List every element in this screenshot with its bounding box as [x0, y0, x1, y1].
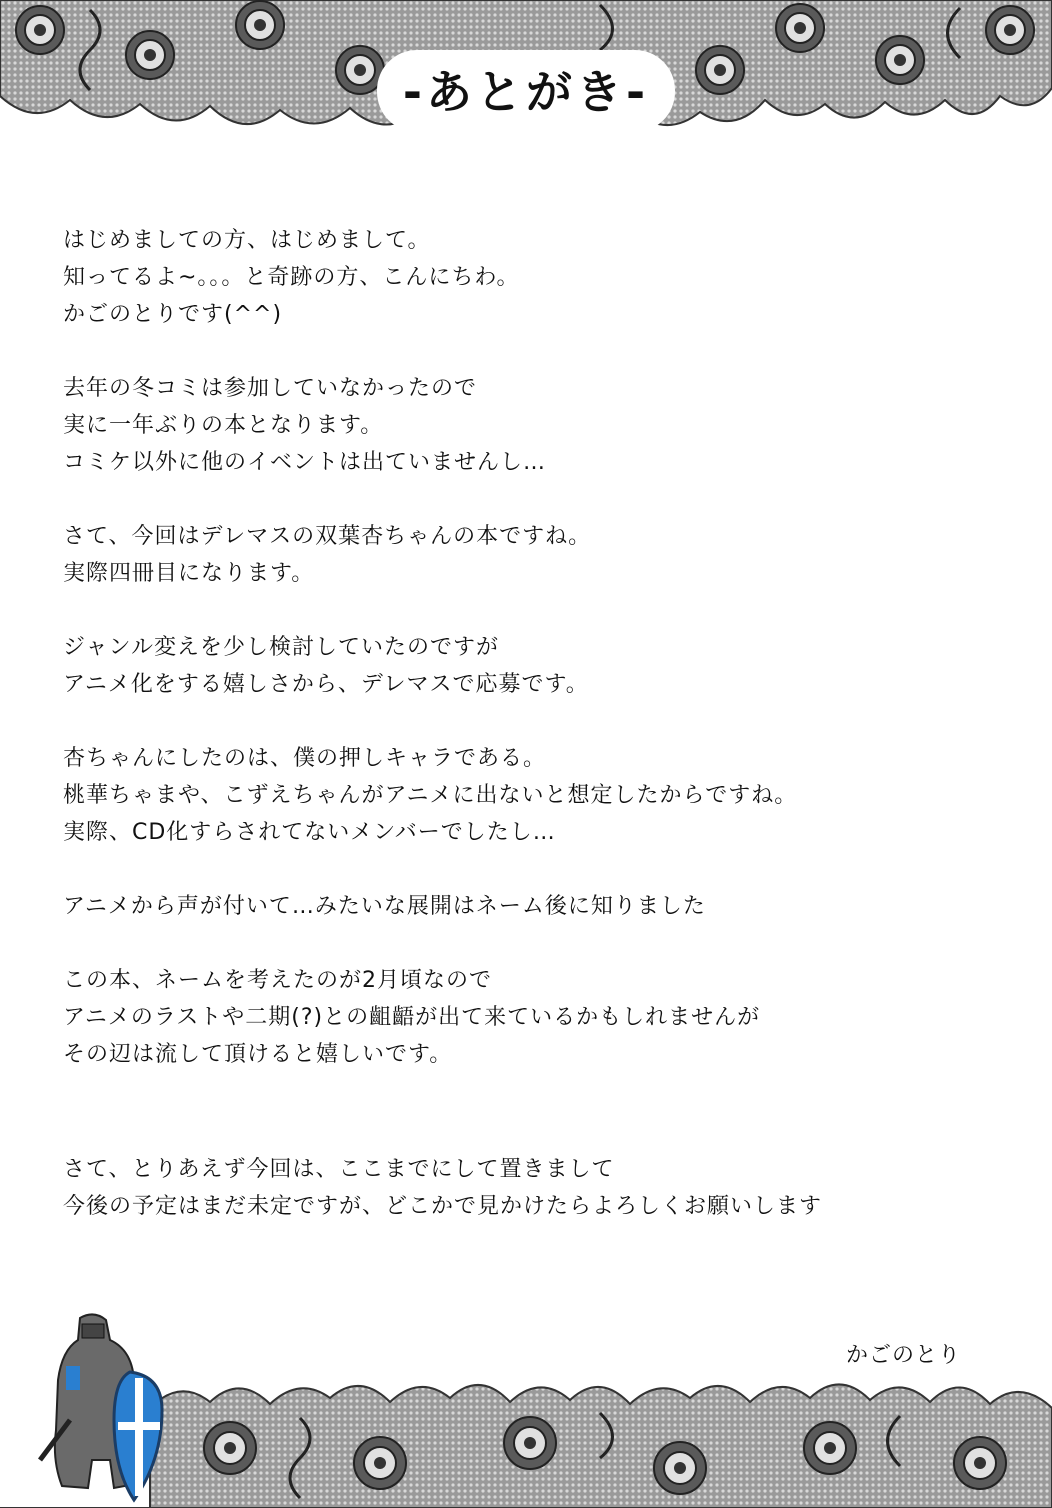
- text-line: ジャンル変えを少し検討していたのですが: [63, 635, 500, 660]
- text-line: はじめましての方、はじめまして。: [63, 228, 431, 253]
- paragraph-genre: [63, 629, 1003, 703]
- text-line: その辺は流して頂けると嬉しいです。: [63, 1042, 453, 1067]
- text-line: 杏ちゃんにしたのは、僕の押しキャラである。: [63, 746, 547, 771]
- text-line: さて、今回はデレマスの双葉杏ちゃんの本ですね。: [63, 524, 592, 549]
- text-line: アニメから声が付いて…みたいな展開はネーム後に知りました: [63, 894, 706, 919]
- page-title: [0, 50, 1052, 132]
- afterword-body: [63, 222, 1003, 1225]
- text-line: 実際四冊目になります。: [63, 561, 315, 586]
- text-line: 桃華ちゃまや、こずえちゃんがアニメに出ないと想定したからですね。: [63, 783, 798, 808]
- author-signature: かごのとり: [846, 1343, 962, 1368]
- text-line: かごのとりです(^^): [63, 302, 283, 327]
- text-line: アニメのラストや二期(?)との齟齬が出て来ているかもしれませんが: [63, 1005, 761, 1030]
- text-line: この本、ネームを考えたのが2月頃なので: [63, 968, 492, 993]
- paragraph-this-book: [63, 518, 1003, 592]
- text-line: さて、とりあえず今回は、ここまでにして置きまして: [63, 1157, 615, 1182]
- paragraph-timing: [63, 962, 1003, 1073]
- text-line: 実に一年ぶりの本となります。: [63, 413, 384, 438]
- text-line: コミケ以外に他のイベントは出ていませんし…: [63, 450, 547, 475]
- paragraph-voice: [63, 888, 1003, 925]
- text-line: 去年の冬コミは参加していなかったので: [63, 376, 478, 401]
- text-line: 知ってるよ~。。。と奇跡の方、こんにちわ。: [63, 265, 520, 290]
- text-line: アニメ化をする嬉しさから、デレマスで応募です。: [63, 672, 589, 697]
- paragraph-closing: [63, 1151, 1003, 1225]
- text-line: 実際、CD化すらされてないメンバーでしたし…: [63, 820, 556, 845]
- paragraph-character: [63, 740, 1003, 851]
- paragraph-comiket: [63, 370, 1003, 481]
- paragraph-greeting: [63, 222, 1003, 333]
- text-line: 今後の予定はまだ未定ですが、どこかで見かけたらよろしくお願いします: [63, 1194, 823, 1219]
- page-title-text: -あとがき-: [377, 50, 675, 132]
- knight-with-shield-icon: [22, 1310, 172, 1505]
